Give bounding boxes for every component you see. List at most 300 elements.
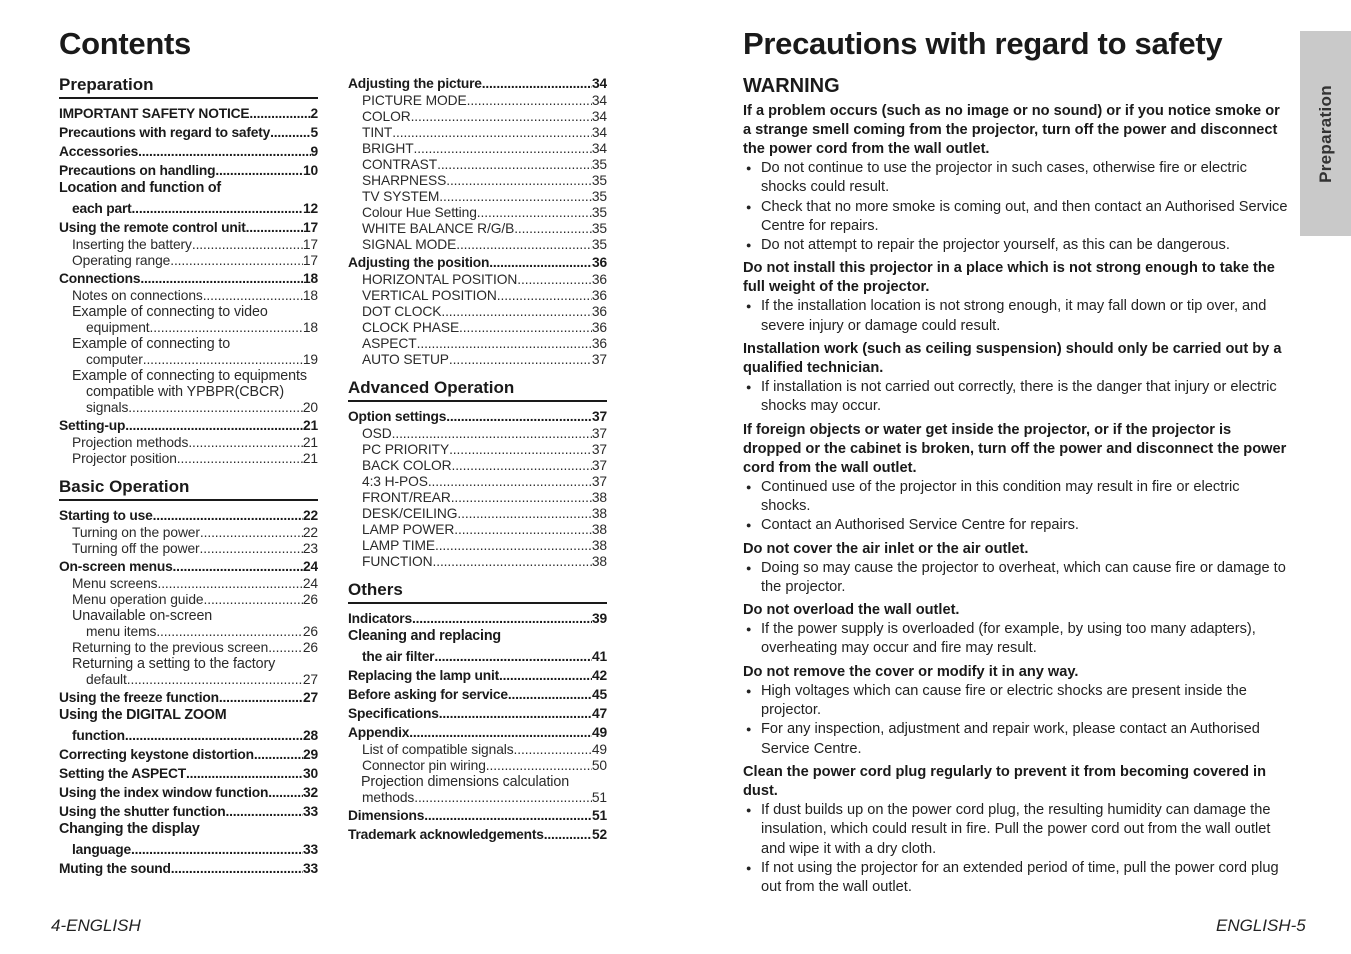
- toc-leader-dots: [467, 93, 592, 109]
- toc-entry-title: Option settings: [348, 409, 447, 424]
- toc-entry-title: IMPORTANT SAFETY NOTICE: [59, 106, 250, 121]
- toc-entry[interactable]: [59, 142, 318, 161]
- toc-page-number: 41: [592, 649, 607, 664]
- toc-page-number: 38: [591, 490, 607, 505]
- toc-leader-dots: [177, 451, 303, 467]
- toc-page-number: 9: [310, 144, 318, 159]
- toc-section-heading: Preparation: [59, 74, 318, 99]
- toc-entry[interactable]: [59, 640, 318, 656]
- warning-heading: WARNING: [743, 75, 840, 97]
- toc-entry-title: Using the index window function: [59, 785, 269, 800]
- toc-page-number: 12: [303, 201, 318, 216]
- toc-leader-dots: [434, 647, 592, 666]
- toc-entry[interactable]: [348, 288, 607, 304]
- safety-block-heading: Do not overload the wall outlet.: [743, 602, 960, 619]
- toc-entry-title: List of compatible signals: [362, 742, 514, 757]
- safety-block: [743, 663, 1291, 759]
- toc-entry[interactable]: [348, 647, 607, 666]
- toc-entry[interactable]: [59, 745, 318, 764]
- toc-leader-dots: [127, 672, 303, 688]
- safety-block: [743, 601, 1291, 659]
- toc-leader-dots: [432, 554, 591, 570]
- toc-entry-title: Colour Hue Setting: [362, 205, 477, 220]
- toc-page-number: 37: [591, 352, 607, 367]
- toc-page-number: 36: [591, 304, 607, 319]
- toc-page-number: 26: [302, 624, 318, 639]
- toc-entry[interactable]: [348, 474, 607, 490]
- toc-entry-title: CLOCK PHASE: [362, 320, 460, 335]
- toc-entry[interactable]: [348, 407, 607, 426]
- toc-entry[interactable]: [59, 352, 318, 368]
- toc-entry-title: TINT: [362, 125, 393, 140]
- safety-blocks: [743, 102, 1291, 897]
- toc-entry-title: Adjusting the position: [348, 255, 490, 270]
- toc-entry[interactable]: [348, 237, 607, 253]
- toc-entry-title: Replacing the lamp unit: [348, 668, 500, 683]
- toc-leader-dots: [192, 237, 303, 253]
- toc-page-number: 17: [302, 253, 318, 268]
- toc-page-number: 35: [591, 157, 607, 172]
- toc-leader-dots: [219, 688, 303, 707]
- toc-entry[interactable]: [348, 723, 607, 742]
- toc-entry[interactable]: [348, 157, 607, 173]
- toc-leader-dots: [497, 288, 592, 304]
- toc-page-number: 24: [303, 559, 318, 574]
- toc-section-heading: Advanced Operation: [348, 377, 607, 402]
- toc-entry-title: OSD: [362, 426, 392, 441]
- toc-entry-title: Precautions on handling: [59, 163, 216, 178]
- toc-entry-title: TV SYSTEM: [362, 189, 440, 204]
- toc-page-number: 34: [591, 125, 607, 140]
- toc-page-number: 37: [591, 458, 607, 473]
- toc-leader-dots: [203, 288, 303, 304]
- toc-entry-title: DESK/CEILING: [362, 506, 458, 521]
- toc-entry[interactable]: [348, 221, 607, 237]
- toc-leader-dots: [268, 640, 303, 656]
- toc-entry[interactable]: [348, 825, 607, 844]
- toc-entry[interactable]: [348, 522, 607, 538]
- toc-entry[interactable]: [348, 806, 607, 825]
- toc-leader-dots: [392, 125, 592, 141]
- toc-page-number: 26: [302, 640, 318, 655]
- toc-entry[interactable]: [59, 199, 318, 218]
- toc-leader-dots: [143, 352, 303, 368]
- toc-entry-title: FUNCTION: [362, 554, 433, 569]
- toc-entry[interactable]: [59, 237, 318, 253]
- toc-entry-title: language: [72, 842, 131, 857]
- safety-block-heading: If foreign objects or water get inside the projector, or if the projector is dropped or the cabinet is broken, turn off the power and disconnect the power cord from the wall outlet.: [743, 421, 1287, 476]
- toc-page-number: 35: [591, 221, 607, 236]
- toc-entry[interactable]: [59, 859, 318, 878]
- toc-entry[interactable]: [348, 742, 607, 758]
- toc-page-number: 47: [592, 706, 607, 721]
- toc-leader-dots: [482, 74, 592, 93]
- toc-entry[interactable]: [348, 685, 607, 704]
- toc-entry-title: DOT CLOCK: [362, 304, 442, 319]
- toc-entry[interactable]: [59, 672, 318, 688]
- toc-entry-title: Accessories: [59, 144, 139, 159]
- toc-leader-dots: [454, 522, 592, 538]
- toc-entry-title: menu items: [86, 624, 157, 639]
- toc-entry-line: Returning a setting to the factory: [72, 656, 276, 672]
- toc-page-number: 19: [302, 352, 318, 367]
- toc-leader-dots: [138, 142, 310, 161]
- toc-leader-dots: [417, 336, 592, 352]
- toc-page-number: 50: [591, 758, 607, 773]
- toc-page-number: 36: [592, 255, 607, 270]
- toc-page-number: 49: [592, 725, 607, 740]
- safety-bullet: ● Do not attempt to repair the projector yourself, as this can be dangerous.: [743, 236, 1291, 255]
- toc-leader-dots: [456, 237, 592, 253]
- toc-entry-title: Dimensions: [348, 808, 425, 823]
- toc-entry[interactable]: [348, 490, 607, 506]
- toc-entry[interactable]: [348, 609, 607, 628]
- toc-entry[interactable]: [59, 624, 318, 640]
- toc-entry[interactable]: [59, 557, 318, 576]
- toc-entry-title: equipment: [86, 320, 150, 335]
- toc-entry[interactable]: [348, 141, 607, 157]
- toc-page-number: 35: [591, 173, 607, 188]
- toc-entry-title: Correcting keystone distortion: [59, 747, 254, 762]
- toc-leader-dots: [439, 189, 592, 205]
- toc-leader-dots: [424, 806, 592, 825]
- safety-bullet: ● If dust builds up on the power cord plug, the resulting humidity can damage the insulation, which could result in fire. Pull the power cord out from the wall outlet and wipe it with a dry cloth.: [743, 801, 1291, 859]
- safety-bullet: ● If not using the projector for an extended period of time, pull the power cord plug out from the wall outlet.: [743, 859, 1291, 898]
- toc-leader-dots: [270, 123, 310, 142]
- toc-page-number: 36: [591, 288, 607, 303]
- toc-leader-dots: [489, 253, 592, 272]
- toc-entry-title: each part: [72, 201, 132, 216]
- toc-entry-title: 4:3 H-POS: [362, 474, 428, 489]
- toc-page-number: 38: [591, 506, 607, 521]
- toc-entry-title: LAMP POWER: [362, 522, 455, 537]
- toc-leader-dots: [449, 442, 592, 458]
- toc-page-number: 23: [302, 541, 318, 556]
- toc-leader-dots: [414, 141, 592, 157]
- toc-entry[interactable]: [59, 253, 318, 269]
- safety-block-heading: Clean the power cord plug regularly to prevent it from becoming covered in dust.: [743, 763, 1267, 799]
- toc-entry-title: Setting the ASPECT: [59, 766, 186, 781]
- toc-page-number: 36: [591, 320, 607, 335]
- toc-page-number: 33: [303, 861, 318, 876]
- safety-bullet: ● Do not continue to use the projector in such cases, otherwise fire or electric shocks could result.: [743, 159, 1291, 198]
- toc-page-number: 2: [310, 106, 318, 121]
- toc-entry[interactable]: [59, 506, 318, 525]
- toc-page-number: 38: [591, 538, 607, 553]
- toc-leader-dots: [477, 205, 592, 221]
- toc-entry-title: Before asking for service: [348, 687, 508, 702]
- toc-page-number: 52: [592, 827, 607, 842]
- toc-entry[interactable]: [59, 104, 318, 123]
- toc-leader-dots: [435, 538, 592, 554]
- toc-entry-title: default: [86, 672, 127, 687]
- safety-block-heading: Do not remove the cover or modify it in any way.: [743, 663, 1079, 680]
- toc-leader-dots: [140, 269, 303, 288]
- toc-leader-dots: [153, 506, 303, 525]
- toc-page-number: 27: [302, 672, 318, 687]
- toc-leader-dots: [514, 221, 592, 237]
- toc-entry[interactable]: [59, 592, 318, 608]
- toc-entry-title: Using the shutter function: [59, 804, 226, 819]
- toc-entry-title: PICTURE MODE: [362, 93, 467, 108]
- toc-leader-dots: [459, 320, 592, 336]
- toc-page-number: 36: [591, 272, 607, 287]
- toc-leader-dots: [499, 666, 592, 685]
- toc-entry[interactable]: [59, 764, 318, 783]
- toc-leader-dots: [449, 352, 592, 368]
- toc-entry-title: Precautions with regard to safety: [59, 125, 271, 140]
- safety-section: [743, 74, 1291, 901]
- toc-entry-line: compatible with YPBPR(CBCR): [86, 384, 285, 400]
- toc-entry[interactable]: [348, 458, 607, 474]
- contents-title: Contents: [59, 26, 191, 61]
- toc-page-number: 51: [592, 808, 607, 823]
- safety-block-heading: Installation work (such as ceiling suspension) should only be carried out by a qualified technician.: [743, 341, 1282, 377]
- safety-block: [743, 340, 1291, 417]
- safety-bullet: ● Doing so may cause the projector to overheat, which can cause fire or damage to the projector.: [743, 559, 1291, 598]
- toc-page-number: 21: [302, 435, 318, 450]
- toc-page-number: 20: [302, 400, 318, 415]
- toc-entry[interactable]: [348, 442, 607, 458]
- toc-entry[interactable]: [348, 125, 607, 141]
- toc-entry-line: Changing the display: [59, 821, 200, 837]
- toc-entry-line: Unavailable on-screen: [72, 608, 213, 624]
- safety-block-heading: Do not cover the air inlet or the air outlet.: [743, 540, 1029, 557]
- toc-page-number: 17: [302, 237, 318, 252]
- toc-leader-dots: [125, 726, 303, 745]
- toc-page-number: 5: [310, 125, 318, 140]
- toc-entry-title: Muting the sound: [59, 861, 171, 876]
- toc-entry[interactable]: [348, 704, 607, 723]
- toc-entry-title: Trademark acknowledgements: [348, 827, 544, 842]
- toc-entry-title: BACK COLOR: [362, 458, 452, 473]
- safety-block: [743, 102, 1291, 255]
- toc-leader-dots: [226, 802, 304, 821]
- toc-entry[interactable]: [59, 218, 318, 237]
- toc-entry[interactable]: [59, 161, 318, 180]
- toc-entry[interactable]: [348, 336, 607, 352]
- toc-entry[interactable]: [348, 352, 607, 368]
- toc-entry-title: Connector pin wiring: [362, 758, 486, 773]
- toc-entry[interactable]: [59, 451, 318, 467]
- toc-page-number: 34: [592, 76, 607, 91]
- toc-entry[interactable]: [348, 253, 607, 272]
- toc-leader-dots: [414, 790, 592, 806]
- toc-list: [59, 104, 318, 467]
- toc-entry[interactable]: [348, 272, 607, 288]
- toc-entry[interactable]: [59, 320, 318, 336]
- toc-entry[interactable]: [348, 109, 607, 125]
- toc-entry-title: Turning on the power: [72, 525, 200, 540]
- toc-page-number: 38: [591, 522, 607, 537]
- toc-leader-dots: [188, 435, 303, 451]
- toc-entry[interactable]: [348, 506, 607, 522]
- toc-entry[interactable]: [59, 288, 318, 304]
- safety-bullet: ● Continued use of the projector in this condition may result in fire or electric shocks.: [743, 478, 1291, 517]
- toc-leader-dots: [517, 272, 592, 288]
- toc-entry[interactable]: [348, 189, 607, 205]
- safety-block: [743, 259, 1291, 336]
- toc-page-number: 32: [303, 785, 318, 800]
- toc-entry[interactable]: [59, 400, 318, 416]
- toc-leader-dots: [451, 490, 592, 506]
- toc-entry[interactable]: [59, 269, 318, 288]
- safety-bullet: ● If the installation location is not strong enough, it may fall down or tip over, and severe injury or damage could result.: [743, 297, 1291, 336]
- safety-block-heading: If a problem occurs (such as no image or no sound) or if you notice smoke or a strange smell coming from the projector, turn off the power and disconnect the power cord from the wall outlet.: [743, 103, 1280, 157]
- toc-entry-title: signals: [86, 400, 129, 415]
- toc-leader-dots: [441, 304, 592, 320]
- toc-entry[interactable]: [348, 538, 607, 554]
- toc-list: [348, 407, 607, 570]
- toc-entry-title: FRONT/REAR: [362, 490, 451, 505]
- toc-entry-title: On-screen menus: [59, 559, 173, 574]
- toc-page-number: 39: [592, 611, 607, 626]
- toc-leader-dots: [171, 859, 303, 878]
- toc-entry-title: Operating range: [72, 253, 171, 268]
- toc-entry[interactable]: [348, 205, 607, 221]
- toc-leader-dots: [451, 458, 591, 474]
- toc-entry-title: the air filter: [362, 649, 435, 664]
- toc-page-number: 35: [591, 205, 607, 220]
- toc-page-number: 17: [303, 220, 318, 235]
- toc-page-number: 45: [592, 687, 607, 702]
- toc-leader-dots: [156, 624, 303, 640]
- toc-leader-dots: [125, 416, 303, 435]
- toc-leader-dots: [131, 840, 303, 859]
- toc-entry[interactable]: [59, 123, 318, 142]
- toc-leader-dots: [508, 685, 592, 704]
- side-tab-label: Preparation: [1315, 84, 1335, 183]
- toc-entry-title: SHARPNESS: [362, 173, 447, 188]
- toc-leader-dots: [392, 426, 592, 442]
- toc-leader-dots: [544, 825, 592, 844]
- toc-entry[interactable]: [59, 525, 318, 541]
- toc-entry[interactable]: [348, 173, 607, 189]
- toc-entry-title: Notes on connections: [72, 288, 203, 303]
- toc-entry-title: Connections: [59, 271, 141, 286]
- toc-leader-dots: [446, 407, 592, 426]
- toc-leader-dots: [186, 764, 303, 783]
- toc-entry[interactable]: [348, 666, 607, 685]
- toc-entry[interactable]: [348, 426, 607, 442]
- toc-entry[interactable]: [59, 416, 318, 435]
- toc-page-number: 36: [591, 336, 607, 351]
- toc-entry-line: Example of connecting to: [72, 336, 231, 352]
- toc-entry-title: SIGNAL MODE: [362, 237, 457, 252]
- toc-entry-title: Turning off the power: [72, 541, 200, 556]
- toc-entry[interactable]: [348, 758, 607, 774]
- toc-leader-dots: [514, 742, 592, 758]
- toc-page-number: 37: [591, 474, 607, 489]
- toc-page-number: 26: [302, 592, 318, 607]
- toc-entry-title: Appendix: [348, 725, 410, 740]
- toc-leader-dots: [428, 474, 592, 490]
- toc-entry-line: Cleaning and replacing: [348, 628, 501, 644]
- toc-entry-title: BRIGHT: [362, 141, 414, 156]
- toc-page-number: 34: [591, 93, 607, 108]
- toc-entry-line: Projection dimensions calculation: [361, 774, 570, 790]
- toc-page-number: 30: [303, 766, 318, 781]
- toc-leader-dots: [411, 109, 592, 125]
- toc-entry[interactable]: [348, 320, 607, 336]
- safety-bullet: ● For any inspection, adjustment and repair work, please contact an Authorised Service Centre.: [743, 720, 1291, 759]
- safety-block: [743, 540, 1291, 598]
- toc-entry-title: computer: [86, 352, 143, 367]
- toc-page-number: 33: [303, 842, 318, 857]
- toc-entry-title: Starting to use: [59, 508, 153, 523]
- toc-page-number: 21: [303, 418, 318, 433]
- toc-entry-title: CONTRAST: [362, 157, 438, 172]
- toc-entry[interactable]: [348, 93, 607, 109]
- safety-title: Precautions with regard to safety: [743, 26, 1223, 61]
- toc-entry-title: VERTICAL POSITION: [362, 288, 497, 303]
- toc-entry-title: function: [72, 728, 125, 743]
- toc-leader-dots: [200, 541, 303, 557]
- toc-entry[interactable]: [348, 304, 607, 320]
- toc-entry-title: Using the freeze function: [59, 690, 219, 705]
- toc-leader-dots: [446, 173, 592, 189]
- toc-entry[interactable]: [348, 554, 607, 570]
- toc-left-column: [59, 74, 318, 878]
- toc-leader-dots: [246, 218, 303, 237]
- toc-leader-dots: [200, 525, 303, 541]
- toc-entry[interactable]: [59, 726, 318, 745]
- toc-entry-title: Adjusting the picture: [348, 76, 482, 91]
- toc-page-number: 22: [302, 525, 318, 540]
- toc-page-number: 27: [303, 690, 318, 705]
- toc-page-number: 29: [303, 747, 318, 762]
- toc-leader-dots: [128, 400, 303, 416]
- toc-entry[interactable]: [59, 576, 318, 592]
- toc-entry[interactable]: [59, 802, 318, 821]
- toc-leader-dots: [203, 592, 302, 608]
- toc-page-number: 51: [591, 790, 607, 805]
- toc-entry-title: Indicators: [348, 611, 412, 626]
- page-number-right: ENGLISH-5: [1216, 916, 1306, 935]
- toc-section-heading: Basic Operation: [59, 476, 318, 501]
- toc-entry[interactable]: [348, 74, 607, 93]
- toc-entry-title: HORIZONTAL POSITION: [362, 272, 518, 287]
- toc-leader-dots: [157, 576, 302, 592]
- toc-leader-dots: [150, 320, 303, 336]
- toc-page-number: 33: [303, 804, 318, 819]
- toc-page-number: 42: [592, 668, 607, 683]
- toc-entry-title: Using the remote control unit: [59, 220, 246, 235]
- toc-section-heading: Others: [348, 579, 607, 604]
- toc-page-number: 35: [591, 189, 607, 204]
- toc-entry-line: Using the DIGITAL ZOOM: [59, 707, 227, 723]
- toc-entry-title: WHITE BALANCE R/G/B: [362, 221, 515, 236]
- toc-entry-title: Menu operation guide: [72, 592, 204, 607]
- toc-entry[interactable]: [59, 541, 318, 557]
- toc-entry[interactable]: [59, 688, 318, 707]
- toc-entry-title: methods: [362, 790, 415, 805]
- page-number-left: 4-ENGLISH: [51, 916, 141, 935]
- toc-entry[interactable]: [59, 840, 318, 859]
- toc-entry[interactable]: [348, 790, 607, 806]
- toc-entry[interactable]: [59, 783, 318, 802]
- toc-page-number: 37: [592, 409, 607, 424]
- toc-entry-line: Example of connecting to equipments: [72, 368, 307, 384]
- toc-entry-title: Setting-up: [59, 418, 126, 433]
- toc-entry-title: Projection methods: [72, 435, 189, 450]
- toc-entry[interactable]: [59, 435, 318, 451]
- toc-entry-title: ASPECT: [362, 336, 417, 351]
- toc-right-column: [348, 74, 607, 844]
- side-tab: [1300, 31, 1351, 236]
- toc-leader-dots: [412, 609, 592, 628]
- toc-entry-title: Returning to the previous screen: [72, 640, 269, 655]
